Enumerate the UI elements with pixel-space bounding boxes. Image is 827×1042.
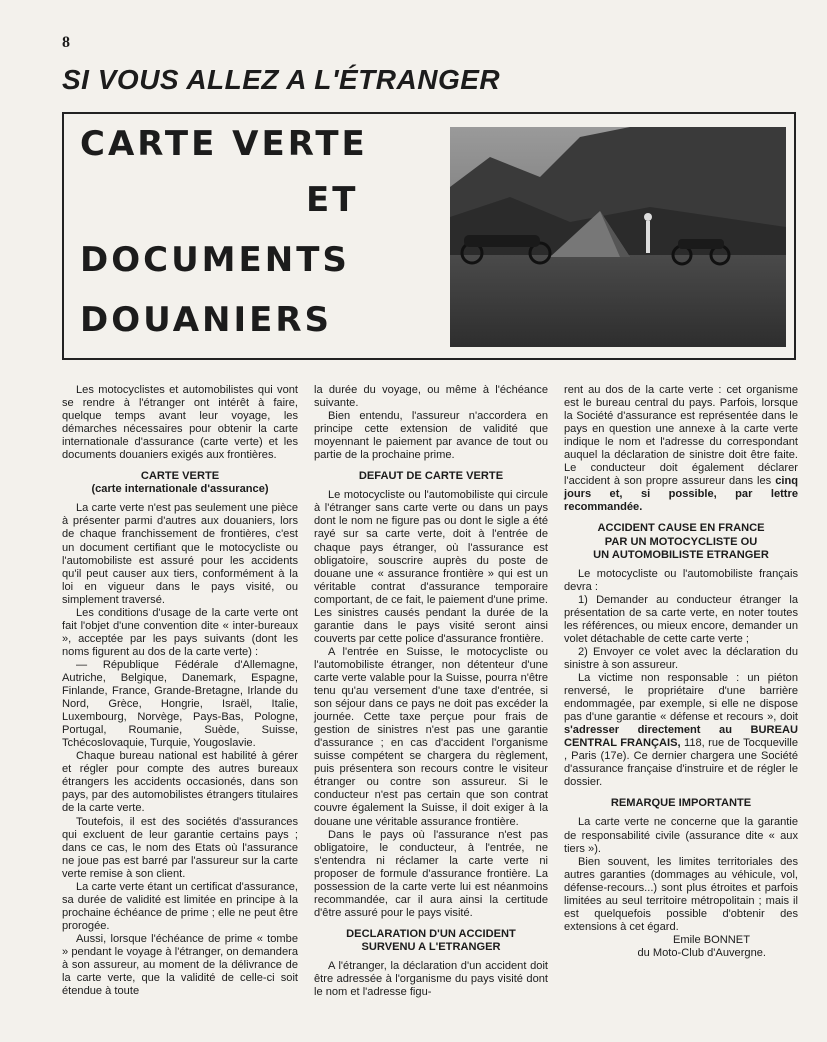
- heading-carte-verte: [62, 470, 298, 496]
- headline-line-4: DOUANIERS: [80, 300, 333, 340]
- signature-name: Emile BONNET: [672, 933, 750, 946]
- article-column-3: [564, 384, 798, 960]
- paragraph: 1) Demander au conducteur étranger la présentation de sa carte verte, en noter toutes les références, ou mieux encore, demander un volet détachable de cette carte verte ;: [564, 593, 798, 645]
- page-number: 8: [62, 34, 70, 51]
- paragraph: A l'entrée en Suisse, le motocycliste ou l'automobiliste étranger, non détenteur d'une carte verte valable pour la Suisse, pourra n'être tenu qu'au versement d'une taxe d'entrée, si son séjour dans ce pays ne doit pas excéder la journée. Cette taxe perçue pour frais de gestion de sinistres n'est pas une garantie d'assurance ; en cas d'accident l'organisme suisse compétent se chargera du règlement, puis présentera son recours contre le visiteur étranger ou contre son assureur. Si le conducteur n'est pas certain que son contrat couvre également la Suisse, il doit exiger à la douane une véritable assurance frontière.: [314, 645, 548, 828]
- section-title: SI VOUS ALLEZ A L'ÉTRANGER: [62, 64, 501, 95]
- paragraph: Aussi, lorsque l'échéance de prime « tombe » pendant le voyage à l'étranger, on demandera à son assureur, au moment de la délivrance de la carte verte, que la validité de celle-ci soit étendue à toute: [62, 932, 298, 998]
- paragraph: La carte verte étant un certificat d'assurance, sa durée de validité est limitée en principe à la prochaine échéance de prime ; elle ne peut être prorogée.: [62, 880, 298, 932]
- paragraph: La carte verte n'est pas seulement une pièce à présenter parmi d'autres aux douaniers, lors de chaque franchissement de frontières, c'est un document certifiant que le motocycliste ou l'automobiliste est assuré pour les accidents qu'il peut causer aux tiers, conformément à la loi en vigueur dans le pays visité, ou simplement traversé.: [62, 502, 298, 606]
- country-list: — République Fédérale d'Allemagne, Autriche, Belgique, Danemark, Espagne, Finlande, France, Grande-Bretagne, Irlande du Nord, Grèce, Hongrie, Israël, Italie, Luxembourg, Norvège, Pays-Bas, Pologne, Portugal, Roumanie, Suède, Suisse, Tchécoslovaquie, Turquie, Yougoslavie.: [62, 658, 298, 750]
- paragraph-text: La victime non responsable : un piéton renversé, le propriétaire d'une barrière endommagée, par exemple, si elle ne dispose pas d'une garantie « défense et recours », doit: [564, 671, 798, 724]
- paragraph: Bien entendu, l'assureur n'accordera en principe cette extension de validité que moyennant le paiement par avance de tout ou partie de la prochaine prime.: [314, 410, 548, 462]
- paragraph: [564, 384, 798, 514]
- paragraph: Dans le pays où l'assurance n'est pas obligatoire, le conducteur, à l'entrée, ne s'entendra ni réclamer la carte verte ni proposer de formule d'assurance frontière. La possession de la carte verte lui est néanmoins recommandée, car il aura ainsi la certitude d'être assuré pour le pays visité.: [314, 828, 548, 919]
- paragraph: La carte verte ne concerne que la garantie de responsabilité civile (assurance dite « aux tiers »).: [564, 816, 798, 855]
- heading-carte-verte-subtitle: (carte internationale d'assurance): [91, 483, 269, 496]
- paragraph: A l'étranger, la déclaration d'un accident doit être adressée à l'organisme du pays visité dont le nom et l'adresse figu-: [314, 959, 548, 999]
- paragraph: Bien souvent, les limites territoriales des autres garanties (dommages au véhicule, vol, défense-recours...) sont plus étroites et parfois limitées au seul territoire métropolitain ; mais il est quelquefois possible d'obtenir des extensions à cet égard.: [564, 855, 798, 933]
- headline-line-3: DOCUMENTS: [80, 240, 350, 280]
- paragraph: Toutefois, il est des sociétés d'assurances qui excluent de leur garantie certains pays ; dans ce cas, le nom des Etats où l'assurance ne joue pas est barré par l'assureur sur la carte verte remise à son client.: [62, 815, 298, 880]
- heading-remarque: REMARQUE IMPORTANTE: [610, 797, 752, 810]
- heading-accident-line-3: UN AUTOMOBILISTE ETRANGER: [593, 548, 769, 561]
- paragraph: 2) Envoyer ce volet avec la déclaration du sinistre à son assureur.: [564, 645, 798, 671]
- heading-defaut-carte-verte: DEFAUT DE CARTE VERTE: [358, 470, 504, 483]
- paragraph: Le motocycliste ou l'automobiliste français devra :: [564, 567, 798, 593]
- heading-carte-verte-title: CARTE VERTE: [140, 470, 220, 483]
- article-column-2: [314, 384, 548, 999]
- headline-line-2: ET: [306, 180, 359, 220]
- article-column-1: [62, 384, 298, 998]
- paragraph-text: 118, rue de Tocqueville , Paris (17e). Ce dernier chargera une Société d'assurance française d'instruire et de régler le dossier.: [564, 737, 798, 789]
- paragraph-bold: s'adresser directement au BUREAU CENTRAL FRANÇAIS,: [564, 724, 798, 750]
- paragraph-bold: cinq jours et, si possible, par lettre recommandée.: [564, 475, 798, 514]
- intro-paragraph: Les motocyclistes et automobilistes qui vont se rendre à l'étranger ont intérêt à faire, quelque temps avant leur voyage, les démarches nécessaires pour obtenir la carte internationale d'assurance (carte verte) et les documents douaniers exigés aux frontières.: [62, 384, 298, 462]
- paragraph: Chaque bureau national est habilité à gérer et régler pour compte des autres bureaux étrangers les accidents occasionés, dans son pays, par des automobilistes étrangers titulaires de la carte verte.: [62, 750, 298, 815]
- heading-accident-france: [564, 522, 798, 561]
- heading-declaration-line-1: DECLARATION D'UN ACCIDENT: [346, 927, 516, 940]
- motorcycles-and-tent-photo: [450, 127, 786, 347]
- paragraph: Le motocycliste ou l'automobiliste qui circule à l'étranger sans carte verte ou dans un pays dont le nom ne figure pas ou dont le sigle a été rayé sur sa carte verte, doit à l'entrée de chaque pays étranger, où l'assurance est obligatoire, souscrire auprès du poste de douane une « assurance frontière » qui est un véritable contrat d'assurance temporaire comportant, de ce fait, le paiement d'une prime. Les sinistres causés pendant la durée de la garantie dans le pays visité seront ainsi couverts par cette police d'assurance frontière.: [314, 489, 548, 645]
- heading-declaration-line-2: SURVENU A L'ETRANGER: [361, 940, 501, 953]
- heading-accident-line-2: PAR UN MOTOCYCLISTE OU: [604, 535, 758, 548]
- paragraph: [564, 672, 798, 789]
- heading-declaration-accident: [314, 928, 548, 954]
- headline-line-1: CARTE VERTE: [80, 124, 368, 164]
- paragraph: la durée du voyage, ou même à l'échéance suivante.: [314, 384, 548, 410]
- photo-illustration: [450, 127, 786, 347]
- paragraph: Les conditions d'usage de la carte verte ont fait l'objet d'une convention dite « inter-bureaux », acceptée par les pays suivants (dont les noms figurent au dos de la carte verte) :: [62, 606, 298, 658]
- paragraph-text: rent au dos de la carte verte : cet organisme est le bureau central du pays. Parfois, lorsque la Société d'assurance est représentée dans le pays en question une annexe à la carte verte indique le nom et l'adresse du correspondant auquel la déclaration de sinistre doit être faite. Le conducteur doit également déclarer l'accident à son propre assureur dans les: [564, 384, 798, 488]
- signature-club: du Moto-Club d'Auvergne.: [637, 946, 766, 959]
- heading-accident-line-1: ACCIDENT CAUSE EN FRANCE: [597, 522, 765, 535]
